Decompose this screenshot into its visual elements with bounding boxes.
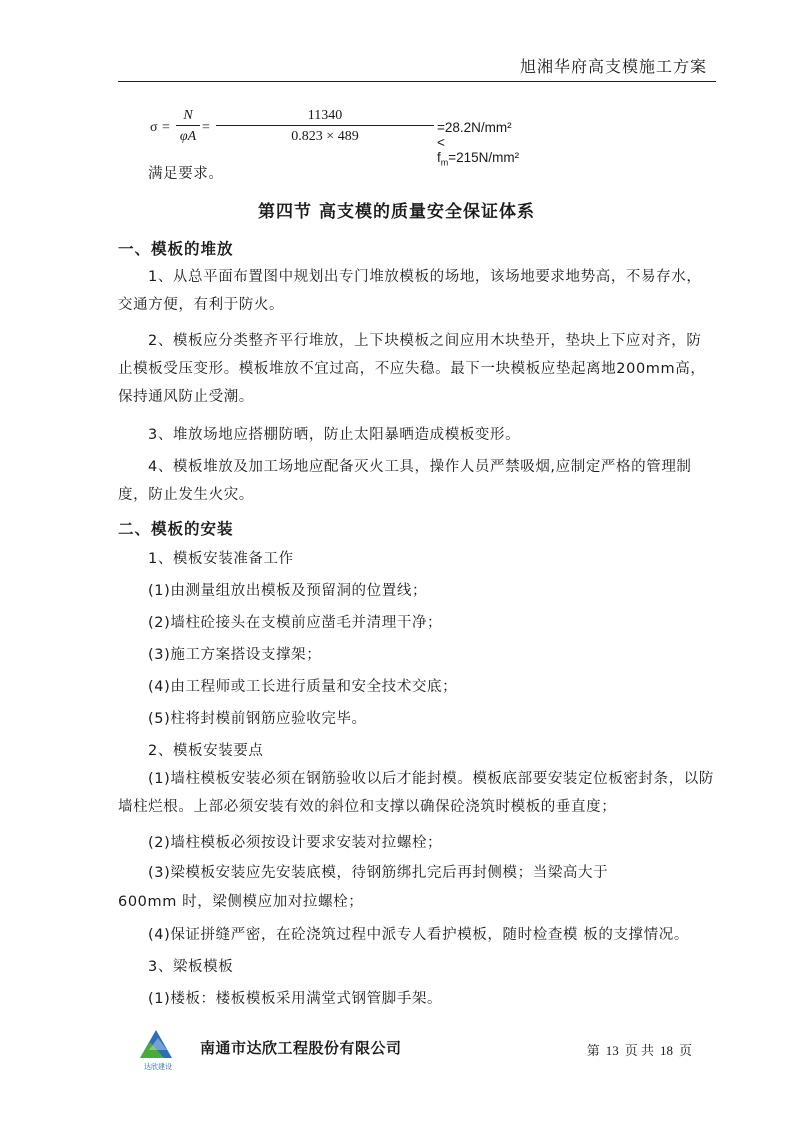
list-item: (1)由测量组放出模板及预留洞的位置线； [148,583,428,599]
list-item: (1)楼板：楼板模板采用满堂式钢管脚手架。 [148,991,443,1007]
list-item: 1、模板安装准备工作 [148,551,294,567]
list-item: (4)保证拼缝严密，在砼浇筑过程中派专人看护模板，随时检查模 板的支撑情况。 [148,927,689,943]
list-item: (2)墙柱砼接头在支模前应凿毛并清理干净； [148,615,443,631]
list-item: (4)由工程师或工长进行质量和安全技术交底； [148,679,458,695]
heading-formwork-storage: 一、模板的堆放 [118,240,234,258]
heading-formwork-installation: 二、模板的安装 [118,520,234,538]
list-item: (5)柱将封模前钢筋应验收完毕。 [148,711,367,727]
list-item: (1)墙柱模板安装必须在钢筋验收以后才能封模。模板底部要安装定位板密封条，以防墙柱烂根。上部必须安装有效的斜位和支撑以确保砼浇筑时模板的垂直度； [118,771,714,815]
formula-fraction-numeric [216,106,434,146]
page-header-title: 旭湘华府高支模施工方案 [519,57,707,76]
footer-company-name: 南通市达欣工程股份有限公司 [200,1039,402,1057]
list-item: 2、模板安装要点 [148,743,264,759]
conclusion-text: 满足要求。 [148,166,224,182]
list-item: (2)墙柱模板必须按设计要求安装对拉螺栓； [148,835,443,851]
paragraph: 3、堆放场地应搭棚防晒，防止太阳暴晒造成模板变形。 [148,427,521,443]
formula-sigma: σ [150,120,158,135]
company-logo [136,1028,180,1072]
formula-result: $=28.2N/mm^2 < f_m=215N$/mm² [437,120,520,168]
paragraph: 1、从总平面布置图中规划出专门堆放模板的场地，该场地要求地势高，不易存水，交通方便，有利于防火。 [118,269,702,313]
section-title: 第四节 高支模的质量安全保证体系 [258,202,535,222]
formula-numerator-symbolic: N [183,108,193,123]
paragraph: 2、模板应分类整齐平行堆放，上下块模板之间应用木块垫开，垫块上下应对齐，防止模板受压变形。模板堆放不宜过高，不应失稳。最下一块模板应垫起离地200mm高，保持通风防止受潮。 [118,333,706,405]
list-item: 3、梁板模板 [148,959,234,975]
list-item: (3)梁模板安装应先安装底模，待钢筋绑扎完后再封侧模；当梁高大于 [148,865,609,881]
paragraph: 4、模板堆放及加工场地应配备灭火工具，操作人员严禁吸烟,应制定严格的管理制度，防止发生火灾。 [118,459,692,503]
formula-denominator-symbolic: φA [179,129,197,144]
header-divider [118,81,716,82]
list-item: (3)施工方案搭设支撑架； [148,647,322,663]
formula-denominator-numeric: 0.823 × 489 [291,129,359,144]
formula-equals: = [202,120,210,135]
formula-equals: = [162,120,170,135]
svg-text:达欣建设: 达欣建设 [144,1063,172,1071]
page-number: 第 13 页 共 18 页 [586,1043,692,1058]
list-item-continuation: 600mm 时，梁侧模应加对拉螺栓； [118,894,364,910]
formula-fraction-symbolic [176,106,200,146]
formula-numerator-numeric: 11340 [307,108,343,123]
